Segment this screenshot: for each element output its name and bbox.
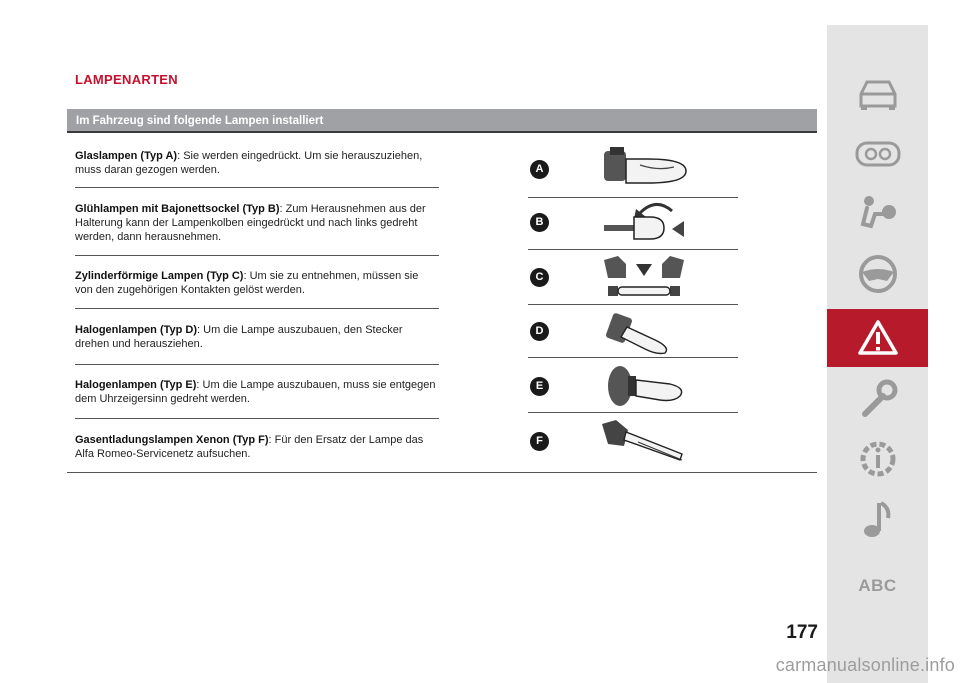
entry-text: : Um die Lampe auszubauen, den Stecker drehen und herausziehen. (75, 324, 403, 350)
entry-label: Glaslampen (Typ A) (75, 150, 178, 162)
cylindrical-lamp-icon (600, 254, 688, 302)
bayonet-lamp-icon (600, 199, 686, 245)
bottom-rule (67, 472, 817, 473)
chapter-sidebar (827, 25, 928, 683)
entry-type-a (75, 149, 437, 177)
sidebar-item-emergency[interactable] (827, 309, 928, 367)
sidebar-item-maintenance[interactable] (827, 370, 928, 428)
entry-text: : Für den Ersatz der Lampe das Alfa Romeo-Servicenetz aufsuchen. (75, 434, 424, 460)
sidebar-item-driving[interactable] (827, 245, 928, 303)
sidebar-item-index[interactable] (827, 557, 928, 615)
music-note-icon (860, 498, 896, 540)
entry-text: : Um die Lampe auszubauen, muss sie entgegen dem Uhrzeigersinn gedreht werden. (75, 379, 436, 405)
entry-label: Glühlampen mit Bajonettsockel (Typ B) (75, 203, 280, 215)
entry-text: : Sie werden eingedrückt. Um sie herauszuziehen, muss daran gezogen werden. (75, 150, 423, 176)
entry-type-d (75, 323, 437, 351)
figure-divider (528, 412, 738, 413)
entry-text: : Um sie zu entnehmen, müssen sie von den zugehörigen Kontakten gelöst werden. (75, 270, 419, 296)
entry-type-b (75, 202, 437, 244)
car-icon (855, 76, 901, 112)
entry-label: Zylinderförmige Lampen (Typ C) (75, 270, 244, 282)
dashboard-icon (854, 139, 902, 169)
airbag-icon (857, 194, 899, 234)
entry-label: Gasentladungslampen Xenon (Typ F) (75, 434, 269, 446)
page-number: 177 (786, 622, 818, 643)
glass-lamp-icon (600, 145, 690, 190)
figure-badge-d: D (530, 322, 549, 341)
sidebar-item-multimedia[interactable] (827, 490, 928, 548)
xenon-lamp-icon (598, 416, 690, 466)
row-divider (75, 187, 439, 188)
figure-badge-e: E (530, 377, 549, 396)
section-title: LAMPENARTEN (75, 72, 178, 87)
abc-icon: ABC (858, 576, 897, 595)
sidebar-item-dashboard[interactable] (827, 125, 928, 183)
figure-badge-c: C (530, 268, 549, 287)
figure-badge-a: A (530, 160, 549, 179)
figure-divider (528, 197, 738, 198)
sidebar-item-safety[interactable] (827, 185, 928, 243)
figure-badge-b: B (530, 213, 549, 232)
entry-label: Halogenlampen (Typ E) (75, 379, 197, 391)
entry-type-c (75, 269, 437, 297)
figure-divider (528, 357, 738, 358)
entry-text: : Zum Herausnehmen aus der Halterung kann der Lampenkolben eingedrückt und nach links gedreht werden, dann herausnehmen. (75, 203, 426, 243)
figure-divider (528, 249, 738, 250)
sidebar-item-technical-data[interactable] (827, 430, 928, 488)
steering-wheel-icon (857, 253, 899, 295)
halogen-lamp-d-icon (605, 309, 677, 355)
entry-type-f (75, 433, 437, 461)
watermark: carmanualsonline.info (775, 655, 955, 675)
figure-badge-f: F (530, 432, 549, 451)
sidebar-item-car[interactable] (827, 65, 928, 123)
row-divider (75, 308, 439, 309)
entry-type-e (75, 378, 437, 406)
row-divider (75, 364, 439, 365)
table-header-bar: Im Fahrzeug sind folgende Lampen installiert (67, 109, 817, 133)
figure-divider (528, 304, 738, 305)
info-gear-icon (856, 437, 900, 481)
entry-label: Halogenlampen (Typ D) (75, 324, 198, 336)
row-divider (75, 418, 439, 419)
halogen-lamp-e-icon (600, 360, 690, 410)
wrench-icon (857, 378, 899, 420)
row-divider (75, 255, 439, 256)
warning-triangle-icon (857, 319, 899, 357)
